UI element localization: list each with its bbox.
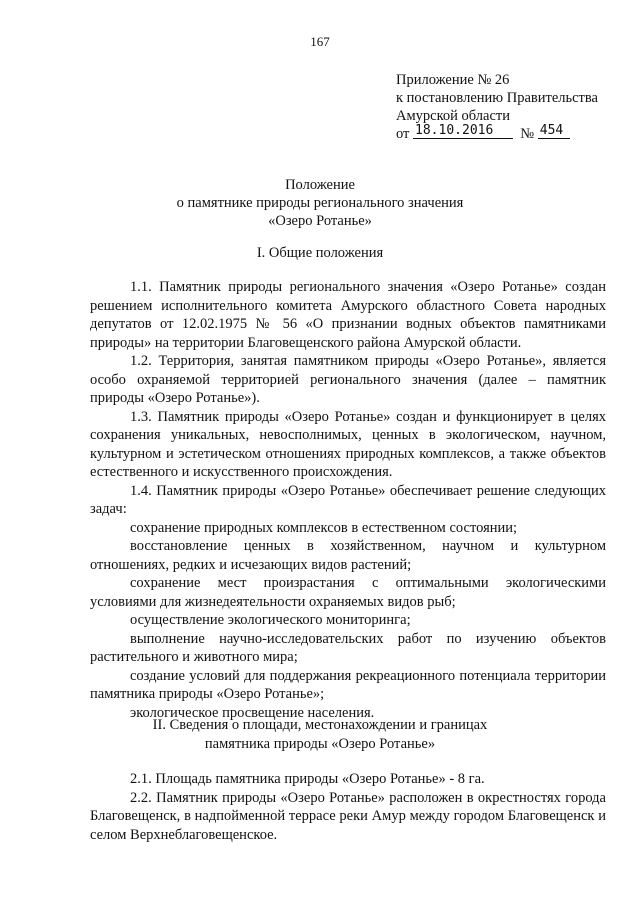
paragraph-1-3: 1.3. Памятник природы «Озеро Ротанье» создан и функционирует в целях сохранения уникальных, невосполнимых, ценных в экологическом, научном, культурном и эстетическом отношениях природных комплексов, а также объектов естественного и искусственного происхождения.	[90, 408, 606, 480]
task-item: сохранение мест произрастания с оптимальными экологическими условиями для жизнедеятельности охраняемых видов рыб;	[90, 575, 606, 610]
title-line-1: Положение	[285, 177, 355, 193]
section-1-body	[90, 278, 606, 722]
section-2-body	[90, 770, 606, 844]
task-item: создание условий для поддержания рекреационного потенциала территории памятника природы «Озеро Ротанье»;	[90, 667, 606, 702]
paragraph-2-1: 2.1. Площадь памятника природы «Озеро Ротанье» - 8 га.	[130, 771, 485, 787]
section-2-heading-line-1: II. Сведения о площади, местонахождении и границах	[152, 717, 488, 733]
task-item: восстановление ценных в хозяйственном, научном и культурном отношениях, редких и исчезающих видов растений;	[90, 538, 606, 573]
document-title	[0, 176, 640, 230]
appendix-region: Амурской области	[396, 108, 510, 124]
paragraph-1-1: 1.1. Памятник природы регионального значения «Озеро Ротанье» создан решением исполнительного комитета Амурского областного Совета народных депутатов от 12.02.1975 № 56 «О признании водных объектов памятниками природы» на территории Благовещенского района Амурской области.	[90, 279, 606, 351]
title-line-3: «Озеро Ротанье»	[268, 213, 372, 229]
date-prefix: от	[396, 126, 410, 142]
task-item: осуществление экологического мониторинга;	[130, 612, 411, 628]
section-1-heading: I. Общие положения	[256, 245, 384, 261]
title-line-2: о памятнике природы регионального значения	[176, 195, 464, 211]
handwritten-number: 454	[538, 124, 570, 139]
number-prefix: №	[520, 126, 535, 142]
section-2-heading-line-2: памятника природы «Озеро Ротанье»	[204, 735, 436, 752]
handwritten-date: 18.10.2016	[413, 124, 513, 139]
appendix-resolution: к постановлению Правительства	[396, 90, 598, 106]
paragraph-1-2: 1.2. Территория, занятая памятником природы «Озеро Ротанье», является особо охраняемой территорией регионального значения (далее – памятник природы «Озеро Ротанье»).	[90, 353, 606, 406]
appendix-date-line	[396, 125, 626, 143]
page-number: 167	[310, 34, 330, 49]
task-item: выполнение научно-исследовательских работ по изучению объектов растительного и животного мира;	[90, 630, 606, 665]
paragraph-2-2: 2.2. Памятник природы «Озеро Ротанье» расположен в окрестностях города Благовещенск, в надпойменной террасе реки Амур между городом Благовещенск и селом Верхнеблаговещенское.	[90, 789, 606, 843]
task-item: сохранение природных комплексов в естественном состоянии;	[130, 519, 518, 536]
appendix-block	[396, 71, 626, 143]
appendix-number: Приложение № 26	[396, 72, 510, 88]
paragraph-1-4: 1.4. Памятник природы «Озеро Ротанье» обеспечивает решение следующих задач:	[90, 482, 606, 517]
section-2-heading	[0, 716, 640, 753]
task-item: экологическое просвещение населения.	[130, 704, 375, 721]
